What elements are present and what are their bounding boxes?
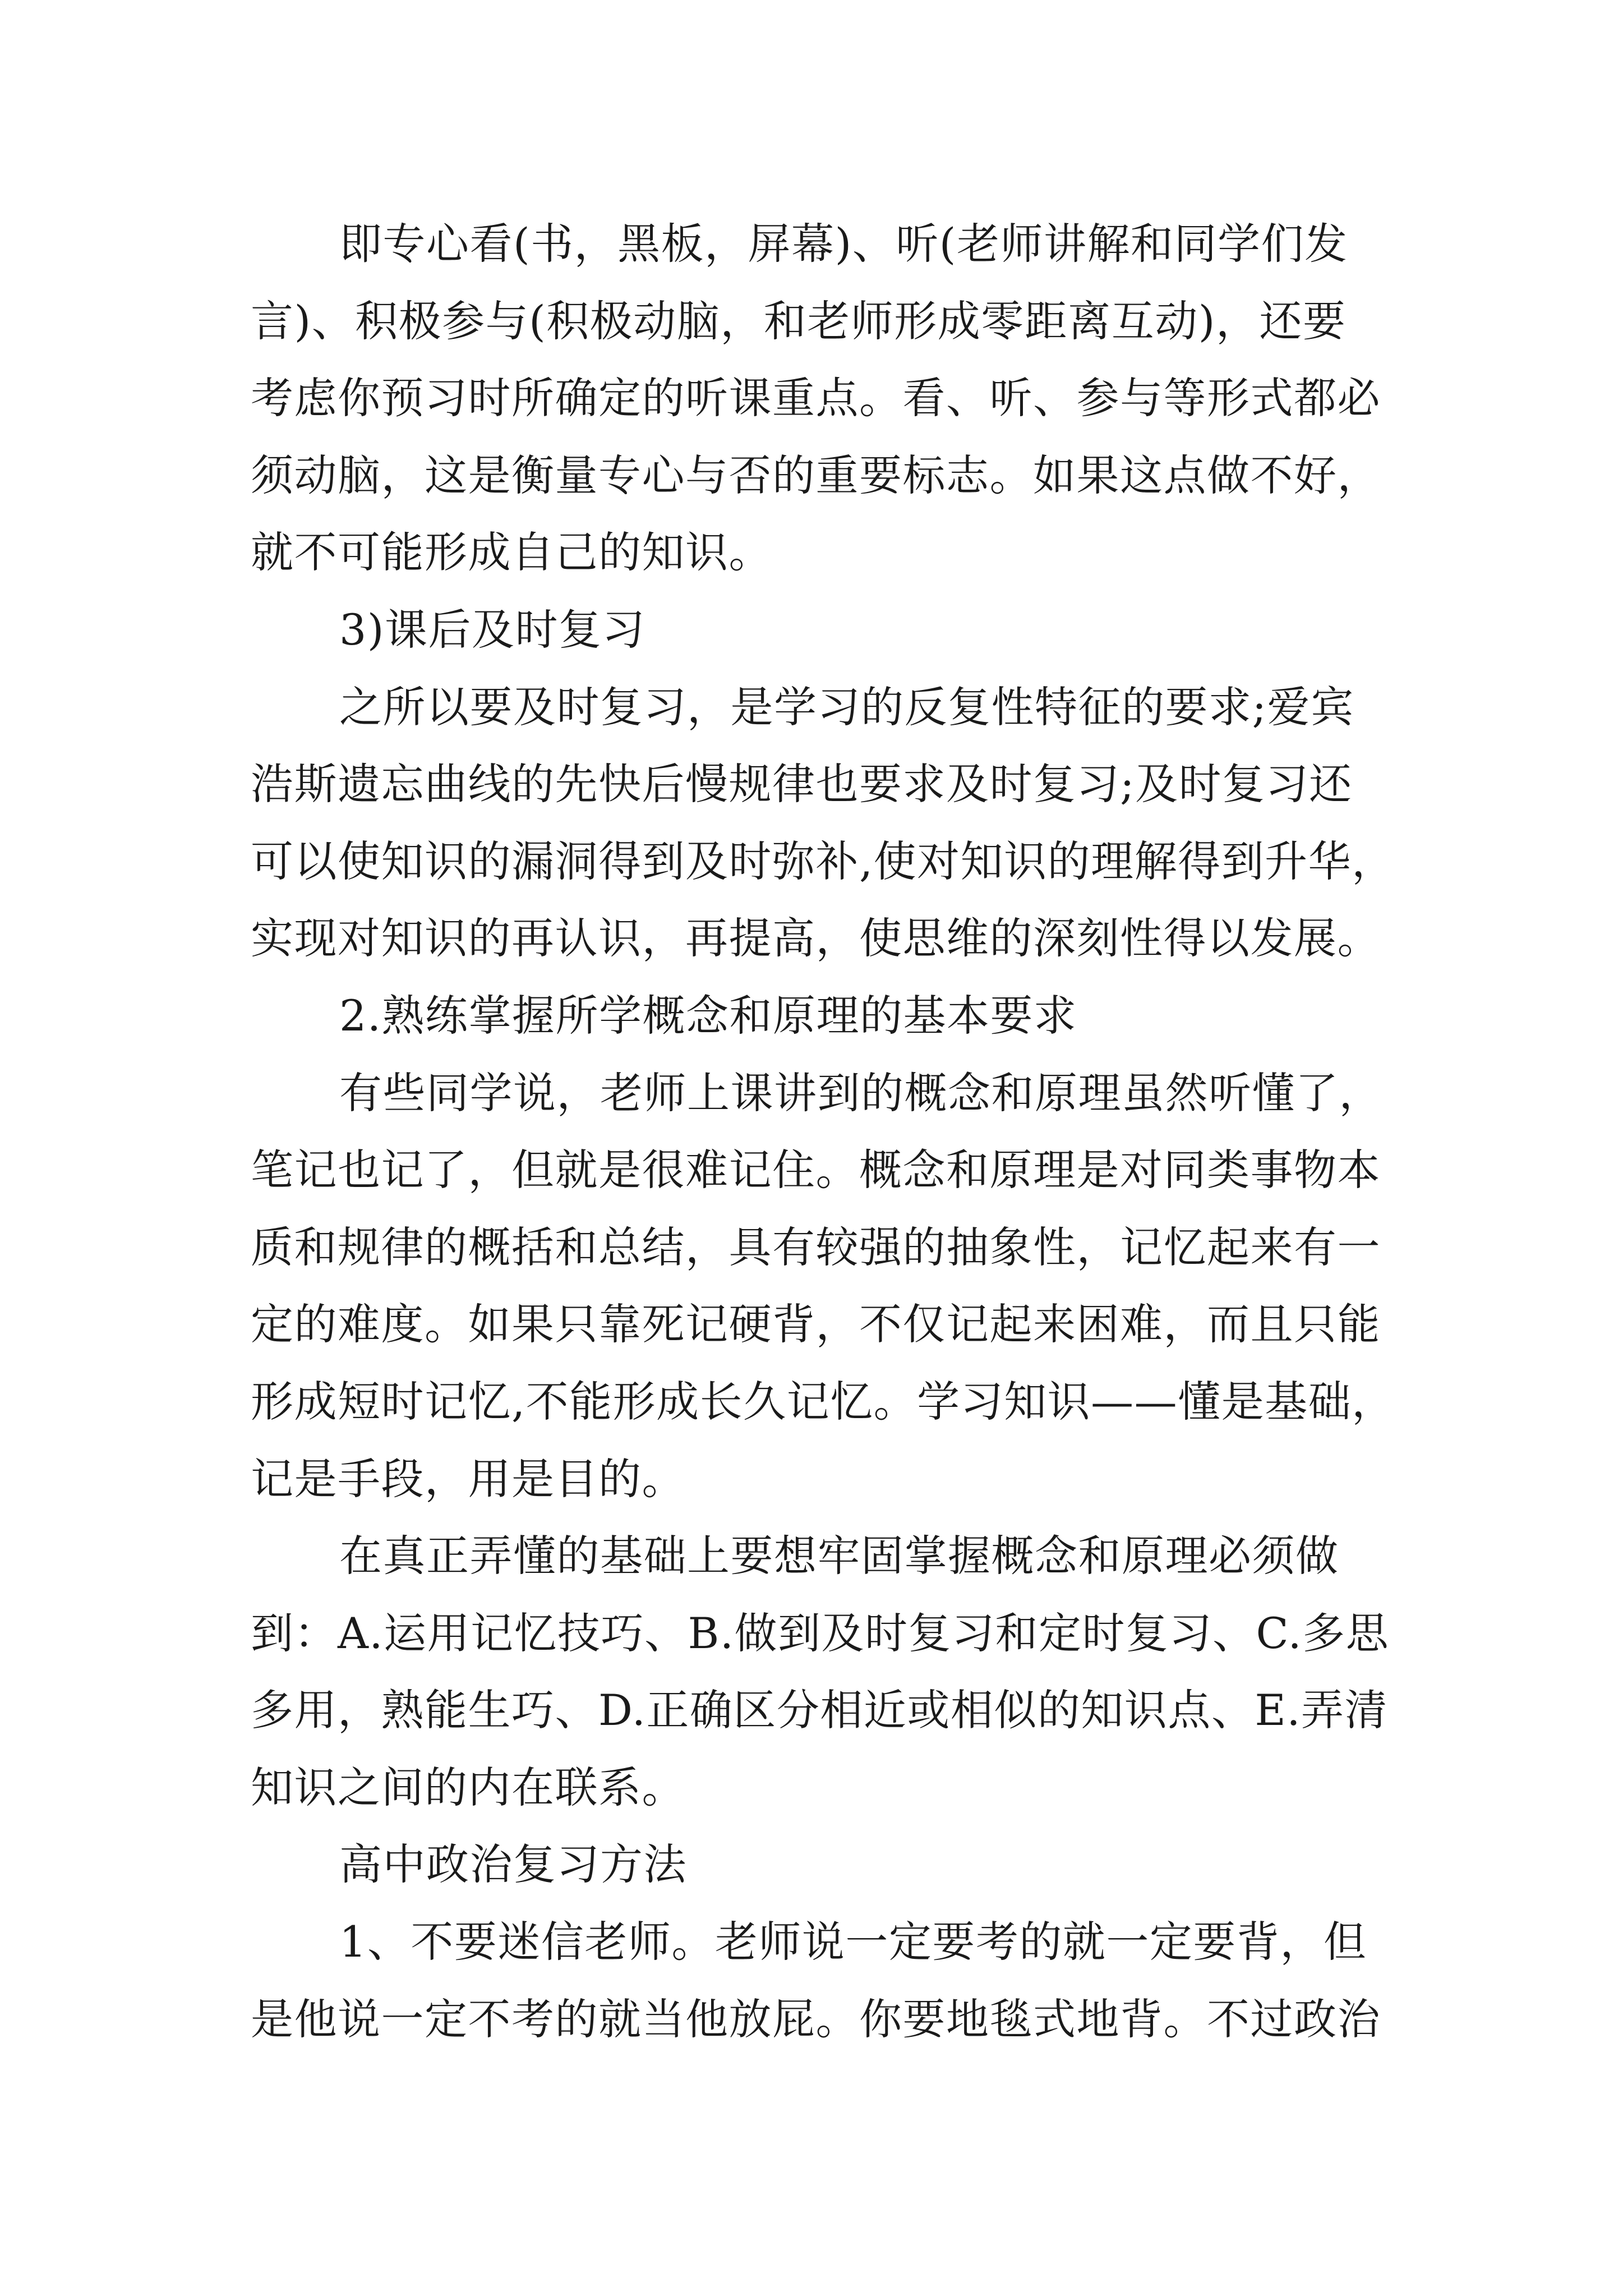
- document-page: [251, 205, 1428, 2058]
- section-heading: 2.熟练掌握所学概念和原理的基本要求: [339, 990, 1077, 1041]
- text-line: 质和规律的概括和总结，具有较强的抽象性，记忆起来有一: [251, 1222, 1381, 1272]
- section-heading: 3)课后及时复习: [339, 604, 646, 655]
- section-heading: 高中政治复习方法: [339, 1839, 687, 1890]
- text-line: 定的难度。如果只靠死记硬背，不仅记起来困难，而且只能: [251, 1299, 1381, 1350]
- text-line: 是他说一定不考的就当他放屁。你要地毯式地背。不过政治: [251, 1994, 1381, 2044]
- text-line: 浩斯遗忘曲线的先快后慢规律也要求及时复习;及时复习还: [251, 759, 1353, 809]
- text-line: 须动脑，这是衡量专心与否的重要标志。如果这点做不好，: [251, 450, 1381, 500]
- text-line: 到：A.运用记忆技巧、B.做到及时复习和定时复习、C.多思: [251, 1608, 1390, 1658]
- text-line: 多用，熟能生巧、D.正确区分相近或相似的知识点、E.弄清: [251, 1685, 1389, 1736]
- text-line: 有些同学说，老师上课讲到的概念和原理虽然听懂了，: [339, 1068, 1382, 1118]
- text-line: 可以使知识的漏洞得到及时弥补,使对知识的理解得到升华，: [251, 836, 1395, 886]
- text-line: 即专心看(书，黑板，屏幕)、听(老师讲解和同学们发: [339, 219, 1348, 269]
- text-line: 记是手段，用是目的。: [251, 1453, 685, 1504]
- text-line: 知识之间的内在联系。: [251, 1762, 685, 1812]
- text-line: 就不可能形成自己的知识。: [251, 527, 772, 578]
- text-line: 在真正弄懂的基础上要想牢固掌握概念和原理必须做: [339, 1531, 1339, 1581]
- text-line: 1、不要迷信老师。老师说一定要考的就一定要背，但: [339, 1917, 1367, 1967]
- text-line: 之所以要及时复习，是学习的反复性特征的要求;爱宾: [339, 682, 1354, 732]
- text-line: 言)、积极参与(积极动脑，和老师形成零距离互动)，还要: [251, 296, 1347, 346]
- text-line: 形成短时记忆,不能形成长久记忆。学习知识——懂是基础，: [251, 1376, 1395, 1427]
- text-line: 实现对知识的再认识，再提高，使思维的深刻性得以发展。: [251, 913, 1381, 964]
- text-line: 考虑你预习时所确定的听课重点。看、听、参与等形式都必: [251, 373, 1381, 424]
- text-line: 笔记也记了，但就是很难记住。概念和原理是对同类事物本: [251, 1145, 1381, 1195]
